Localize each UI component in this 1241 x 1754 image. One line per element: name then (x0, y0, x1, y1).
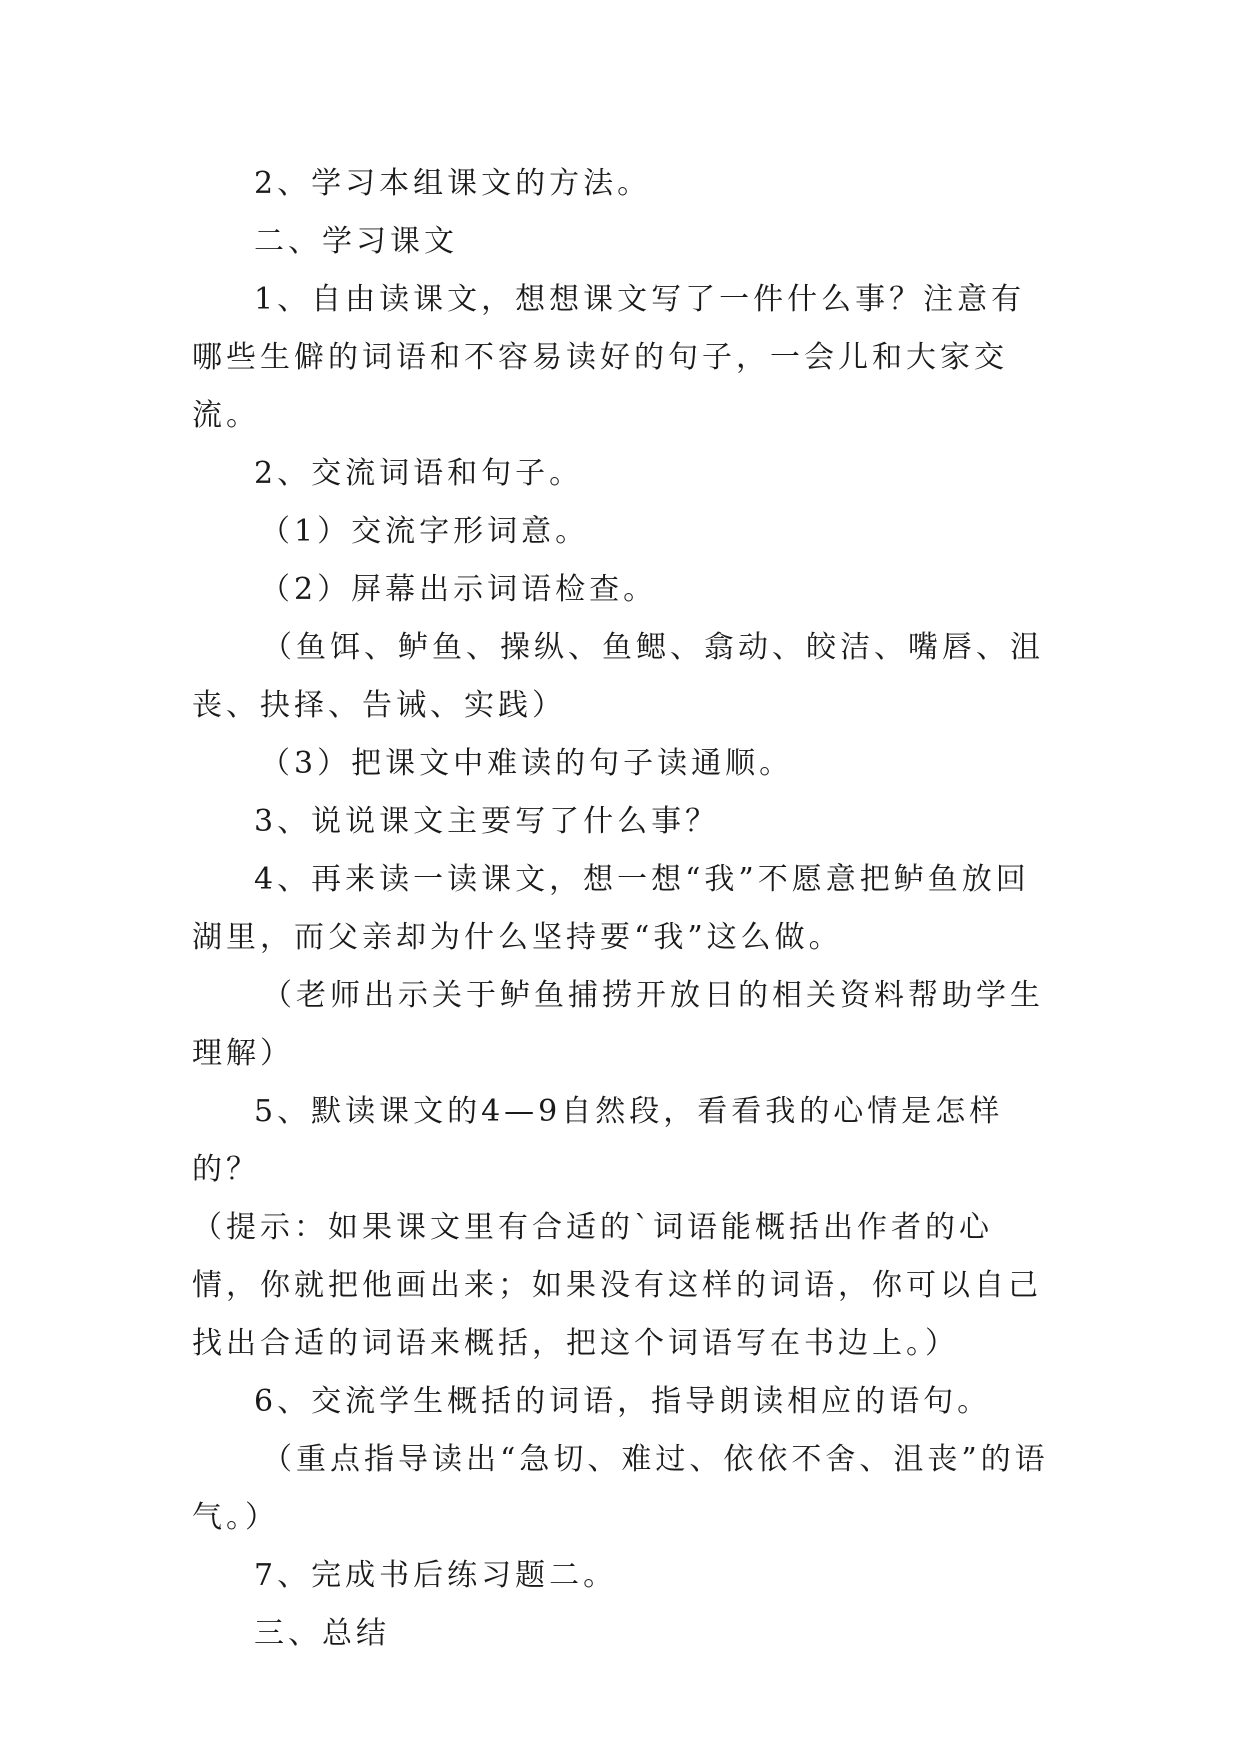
word-list-note: （鱼饵、鲈鱼、操纵、鱼鳃、翕动、皎洁、嘴唇、沮丧、抉择、告诫、实践） (192, 630, 1044, 723)
paragraph-silent-reading: 5、默读课文的4—9自然段，看看我的心情是怎样的？ (192, 1094, 1004, 1187)
paragraph-free-reading: 1、自由读课文，想想课文写了一件什么事？注意有哪些生僻的词语和不容易读好的句子，一会儿和大家交流。 (192, 282, 1026, 433)
section-heading-summary: 三、总结 (254, 1616, 390, 1651)
teacher-materials-note: （老师出示关于鲈鱼捕捞开放日的相关资料帮助学生理解） (192, 978, 1044, 1071)
paragraph-exercise: 7、完成书后练习题二。 (254, 1558, 618, 1593)
subitem-word-meaning: （1）交流字形词意。 (260, 514, 590, 549)
reading-tone-note: （重点指导读出“急切、难过、依依不舍、沮丧”的语气。） (192, 1442, 1049, 1535)
hint-note: （提示：如果课文里有合适的`词语能概括出作者的心情，你就把他画出来；如果没有这样的词语，你可以自己找出合适的词语来概括，把这个词语写在书边上。） (192, 1210, 1042, 1361)
paragraph-exchange-words: 2、交流词语和句子。 (254, 456, 584, 491)
document-body (192, 155, 1052, 1663)
section-heading-study-text: 二、学习课文 (254, 224, 458, 259)
subitem-screen-check: （2）屏幕出示词语检查。 (260, 572, 658, 607)
paragraph-method: 2、学习本组课文的方法。 (254, 166, 652, 201)
paragraph-main-idea: 3、说说课文主要写了什么事？ (254, 804, 720, 839)
paragraph-reread: 4、再来读一读课文，想一想“我”不愿意把鲈鱼放回湖里，而父亲却为什么坚持要“我”这么做。 (192, 862, 1030, 955)
paragraph-exchange-summary: 6、交流学生概括的词语，指导朗读相应的语句。 (254, 1384, 992, 1419)
subitem-read-sentences: （3）把课文中难读的句子读通顺。 (260, 746, 794, 781)
